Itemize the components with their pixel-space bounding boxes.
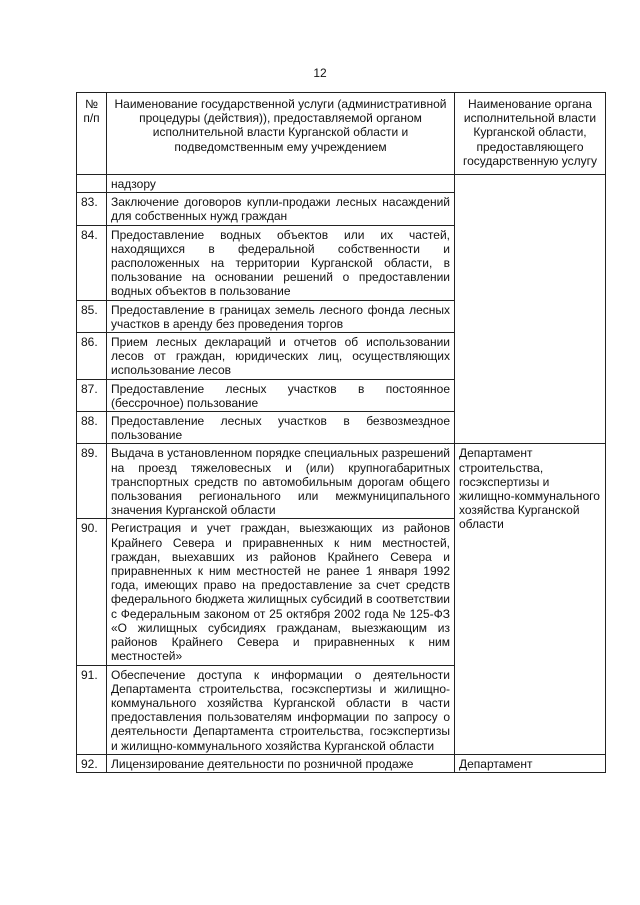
row-service-name: Предоставление лесных участков в безвозмездное пользование [107,412,455,444]
header-authority: Наименование органа исполнительной власти Курганской области, предоставляющего государственную услугу [455,93,606,175]
row-number: 90. [77,519,107,665]
table-row [77,754,606,772]
row-number [77,175,107,193]
row-number: 92. [77,754,107,772]
row-number: 86. [77,333,107,380]
row-service-name: Лицензирование деятельности по розничной продаже [107,754,455,772]
row-authority: Департамент строительства, госэкспертизы и жилищно-коммунального хозяйства Курганской области [455,444,606,754]
row-authority [455,175,606,444]
row-service-name: Прием лесных деклараций и отчетов об использовании лесов от граждан, юридических лиц, осуществляющих использование лесов [107,333,455,380]
row-number: 89. [77,444,107,519]
table-header-row [77,93,606,175]
header-number: № п/п [77,93,107,175]
services-table [76,92,606,773]
row-service-name: Предоставление в границах земель лесного фонда лесных участков в аренду без проведения торгов [107,300,455,332]
row-service-name: Предоставление лесных участков в постоянное (бессрочное) пользование [107,379,455,411]
header-service-name: Наименование государственной услуги (административной процедуры (действия)), предоставляемой органом исполнительной власти Курганской области и подведомственным ему учреждением [107,93,455,175]
row-service-name: Заключение договоров купли-продажи лесных насаждений для собственных нужд граждан [107,193,455,225]
table-row [77,175,606,193]
row-number: 83. [77,193,107,225]
table-row [77,444,606,519]
row-service-name: Регистрация и учет граждан, выезжающих из районов Крайнего Севера и приравненных к ним местностей, граждан, выехавших из районов Крайнего Севера и приравненных к ним местностей не ранее 1 января 1992 года, имеющих право на предоставление за счет средств федерального бюджета жилищных субсидий в соответствии с Федеральным законом от 25 октября 2002 года № 125-ФЗ «О жилищных субсидиях гражданам, выезжающим из районов Крайнего Севера и приравненных к ним местностей» [107,519,455,665]
row-service-name: Предоставление водных объектов или их частей, находящихся в федеральной собственности и расположенных на территории Курганской области, в пользование на основании решений о предоставлении водных объектов в пользование [107,225,455,300]
row-number: 85. [77,300,107,332]
row-service-name: Обеспечение доступа к информации о деятельности Департамента строительства, госэкспертизы и жилищно-коммунального хозяйства Курганской области в части предоставления пользователям информации по запросу о деятельности Департамента строительства, госэкспертизы и жилищно-коммунального хозяйства Курганской области [107,665,455,754]
row-number: 88. [77,412,107,444]
row-number: 87. [77,379,107,411]
row-service-name: надзору [107,175,455,193]
row-number: 84. [77,225,107,300]
row-authority: Департамент [455,754,606,772]
page-number: 12 [313,66,327,80]
row-service-name: Выдача в установленном порядке специальных разрешений на проезд тяжеловесных и (или) крупногабаритных транспортных средств по автомобильным дорогам общего пользования регионального или межмуниципального значения Курганской области [107,444,455,519]
row-number: 91. [77,665,107,754]
